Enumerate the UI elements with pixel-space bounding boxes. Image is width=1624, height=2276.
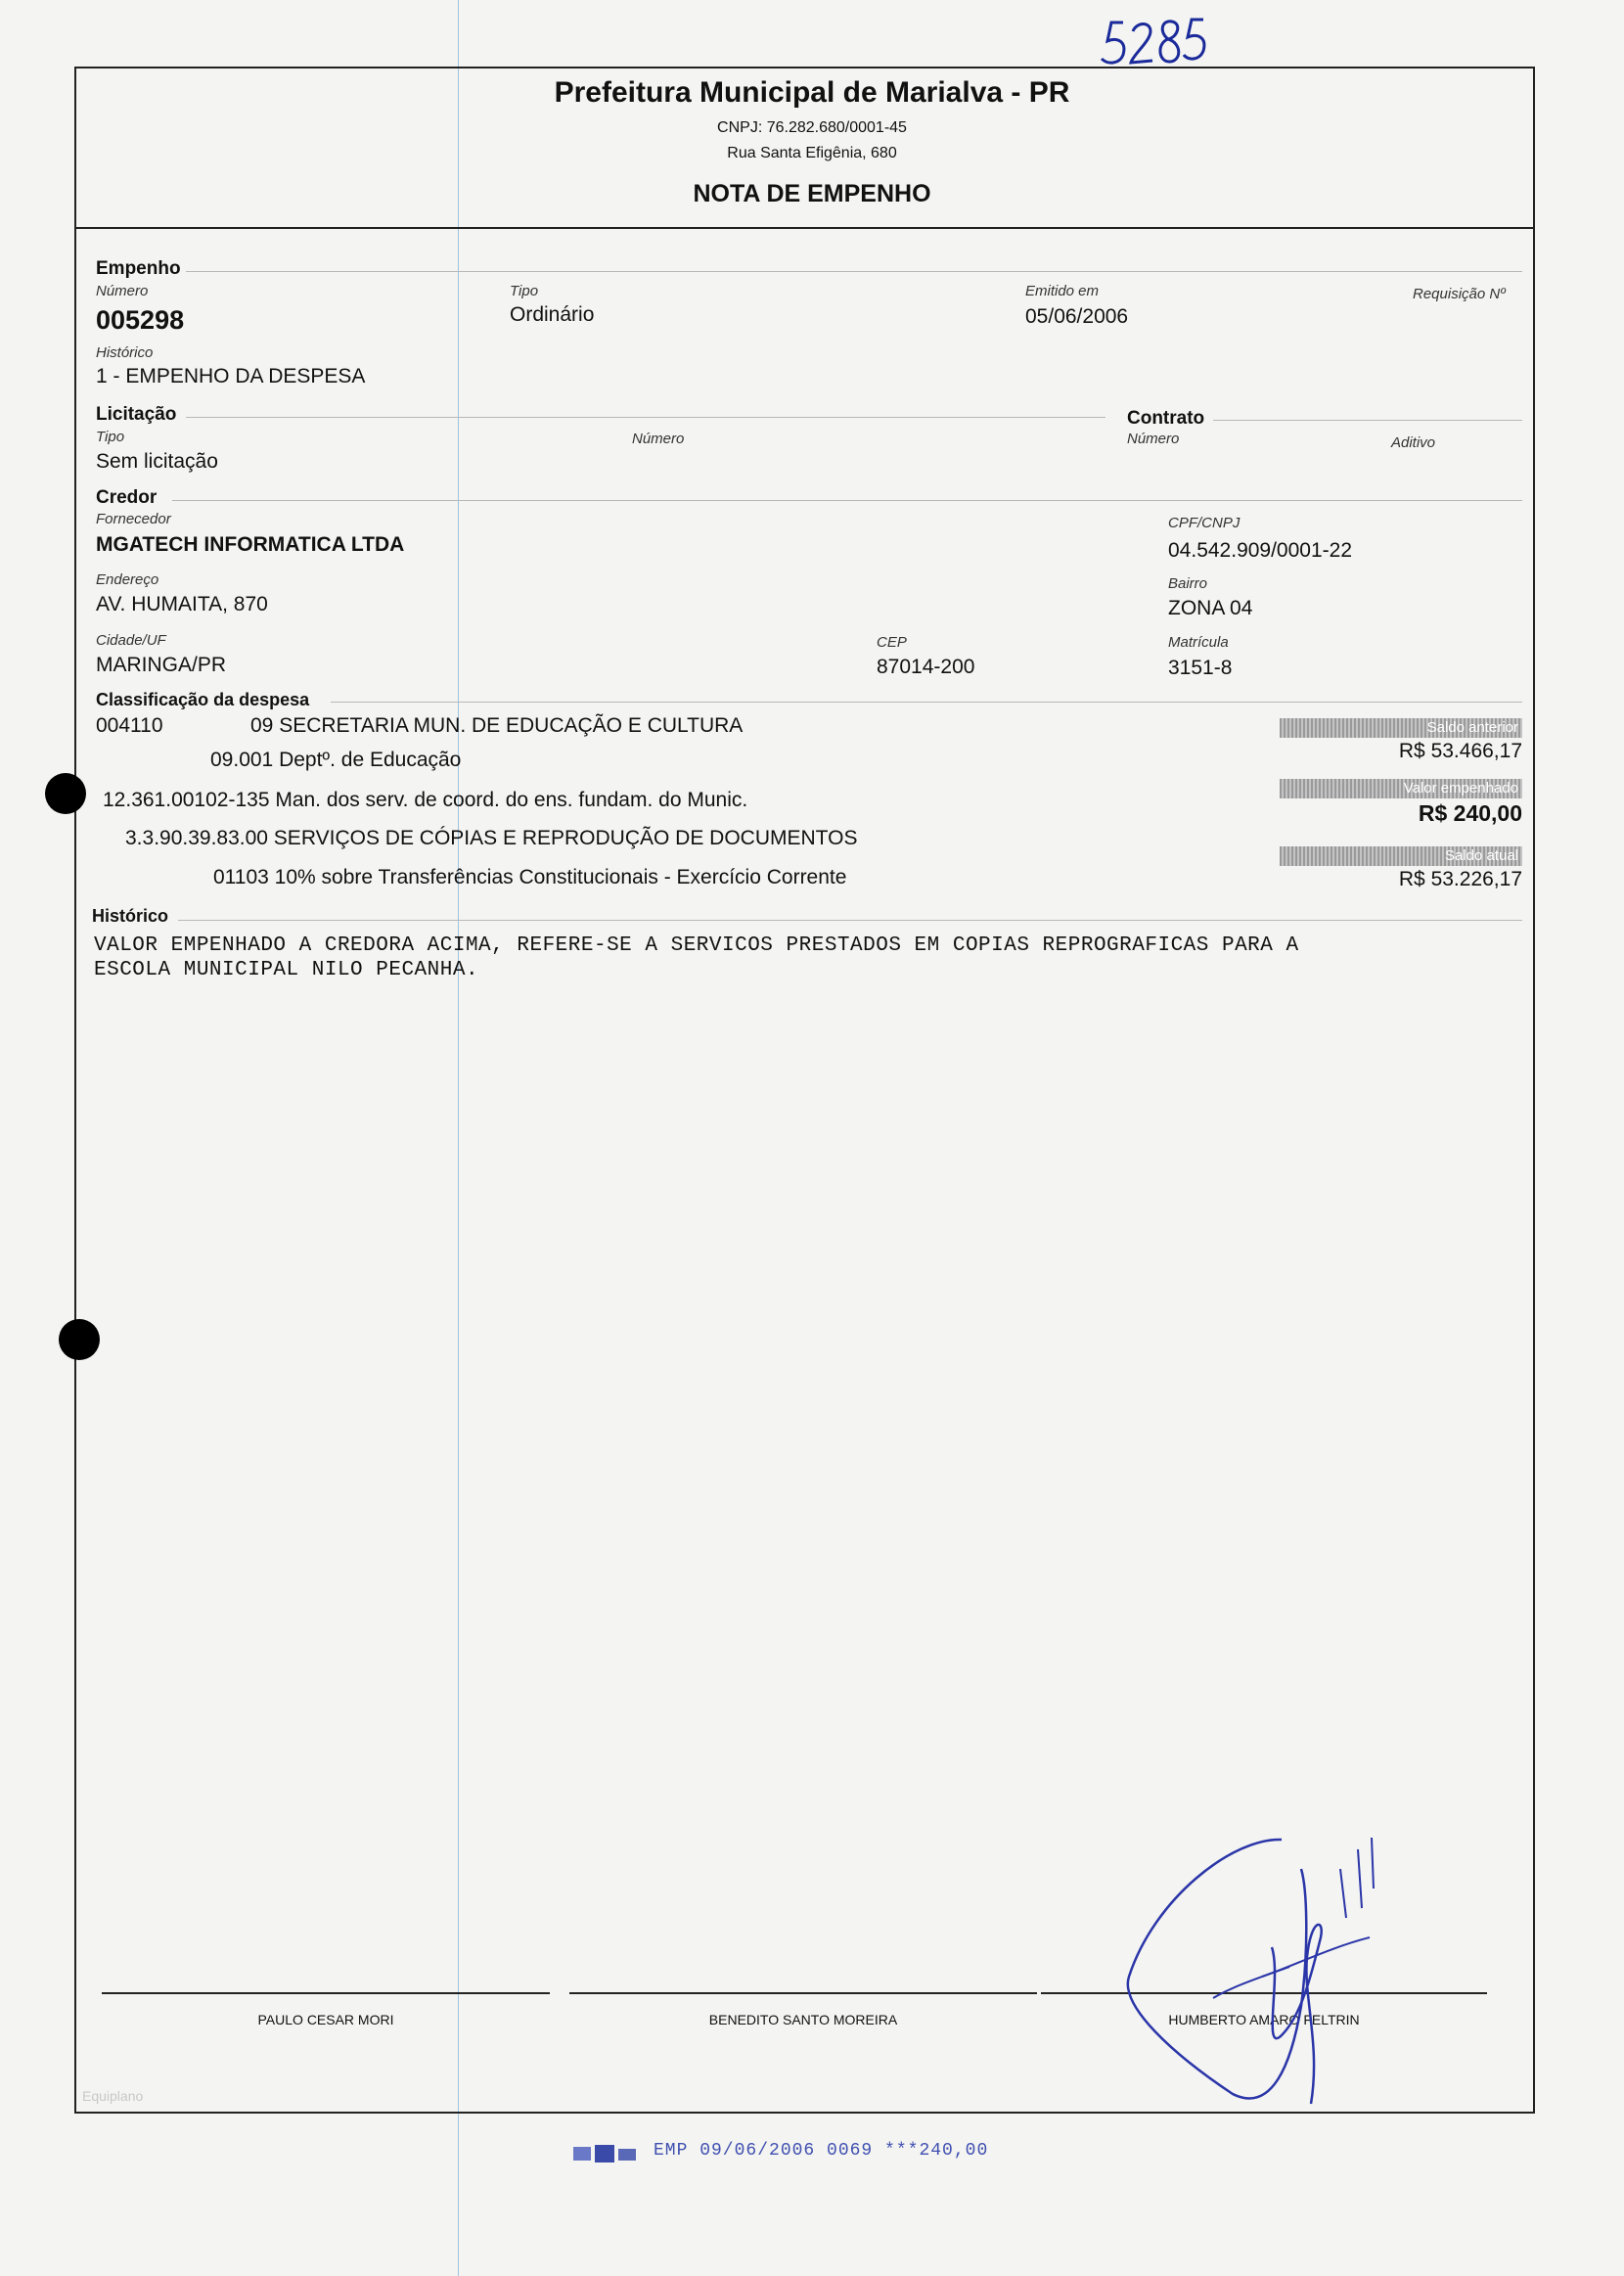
licitacao-numero-label: Número xyxy=(632,431,685,447)
header-divider xyxy=(74,227,1535,229)
emitido-label: Emitido em xyxy=(1025,283,1100,299)
section-licitacao: Licitação xyxy=(96,404,177,425)
saldo-anterior-value: R$ 53.466,17 xyxy=(1398,740,1522,762)
handwritten-signature xyxy=(1115,1830,1428,2114)
signature-line-1 xyxy=(102,1992,550,1994)
licitacao-tipo-label: Tipo xyxy=(96,429,125,445)
valor-empenhado-label: Valor empenhado xyxy=(1280,779,1522,798)
cidade-value: MARINGA/PR xyxy=(96,654,227,676)
classificacao-funcional: 12.361.00102-135 Man. dos serv. de coord. do ens. fundam. do Munic. xyxy=(103,789,748,811)
endereco-value: AV. HUMAITA, 870 xyxy=(96,593,268,615)
historico-line-1: VALOR EMPENHADO A CREDORA ACIMA, REFERE-SE A SERVICOS PRESTADOS EM COPIAS REPROGRAFICAS PARA A xyxy=(94,934,1299,957)
signatory-1: PAULO CESAR MORI xyxy=(257,2012,394,2027)
contrato-numero-label: Número xyxy=(1127,431,1180,447)
section-rule xyxy=(186,417,1105,418)
punch-hole xyxy=(45,773,86,814)
cpf-label: CPF/CNPJ xyxy=(1168,515,1241,531)
section-classificacao: Classificação da despesa xyxy=(96,690,310,709)
numero-label: Número xyxy=(96,283,149,299)
empenho-tipo: Ordinário xyxy=(510,303,595,326)
fornecedor-label: Fornecedor xyxy=(96,511,171,527)
section-rule xyxy=(331,702,1522,703)
section-contrato: Contrato xyxy=(1127,408,1205,429)
valor-empenhado-value: R$ 240,00 xyxy=(1418,800,1522,826)
section-rule xyxy=(172,500,1522,501)
fornecedor-value: MGATECH INFORMATICA LTDA xyxy=(96,533,405,556)
address-line: Rua Santa Efigênia, 680 xyxy=(727,145,897,161)
aditivo-label: Aditivo xyxy=(1391,434,1436,451)
cidade-label: Cidade/UF xyxy=(96,632,166,649)
section-rule xyxy=(186,271,1522,272)
classificacao-unidade: 09.001 Deptº. de Educação xyxy=(210,749,462,771)
punch-hole xyxy=(59,1319,100,1360)
bairro-label: Bairro xyxy=(1168,575,1208,592)
saldo-anterior-label: Saldo anterior xyxy=(1280,718,1522,738)
section-rule xyxy=(1213,420,1522,421)
doc-title: NOTA DE EMPENHO xyxy=(693,180,931,207)
signatory-3: HUMBERTO AMARO FELTRIN xyxy=(1168,2012,1360,2027)
bairro-value: ZONA 04 xyxy=(1168,597,1253,619)
section-credor: Credor xyxy=(96,487,158,508)
classificacao-fonte: 01103 10% sobre Transferências Constitucionais - Exercício Corrente xyxy=(213,866,847,888)
section-historico: Histórico xyxy=(92,906,169,926)
matricula-label: Matrícula xyxy=(1168,634,1229,651)
tipo-label: Tipo xyxy=(510,283,539,299)
section-empenho: Empenho xyxy=(96,258,181,279)
classificacao-orgao: 09 SECRETARIA MUN. DE EDUCAÇÃO E CULTURA xyxy=(250,714,744,737)
cpf-value: 04.542.909/0001-22 xyxy=(1168,539,1353,562)
historico-label: Histórico xyxy=(96,344,154,361)
signatory-2: BENEDITO SANTO MOREIRA xyxy=(708,2012,898,2027)
historico-line-2: ESCOLA MUNICIPAL NILO PECANHA. xyxy=(94,959,479,981)
print-stamp: EMP 09/06/2006 0069 ***240,00 xyxy=(654,2141,989,2161)
cep-label: CEP xyxy=(877,634,907,651)
classificacao-code: 004110 xyxy=(96,714,163,737)
page-title: Prefeitura Municipal de Marialva - PR xyxy=(554,76,1070,109)
licitacao-tipo: Sem licitação xyxy=(96,450,218,473)
requisicao-label: Requisição Nº xyxy=(1413,286,1506,302)
watermark-text: Equiplano xyxy=(82,2088,144,2104)
cep-value: 87014-200 xyxy=(877,656,975,678)
section-rule xyxy=(178,920,1522,921)
classificacao-elemento: 3.3.90.39.83.00 SERVIÇOS DE CÓPIAS E REPRODUÇÃO DE DOCUMENTOS xyxy=(125,827,858,849)
emitido-date: 05/06/2006 xyxy=(1025,305,1129,328)
saldo-atual-value: R$ 53.226,17 xyxy=(1398,868,1522,890)
matricula-value: 3151-8 xyxy=(1168,657,1233,679)
signature-line-2 xyxy=(569,1992,1037,1994)
saldo-atual-label: Saldo atual xyxy=(1280,846,1522,866)
endereco-label: Endereço xyxy=(96,571,159,588)
empenho-historico: 1 - EMPENHO DA DESPESA xyxy=(96,365,366,387)
stamp-logo-icon xyxy=(571,2141,640,2166)
cnpj-line: CNPJ: 76.282.680/0001-45 xyxy=(717,119,907,136)
empenho-numero: 005298 xyxy=(96,305,185,335)
